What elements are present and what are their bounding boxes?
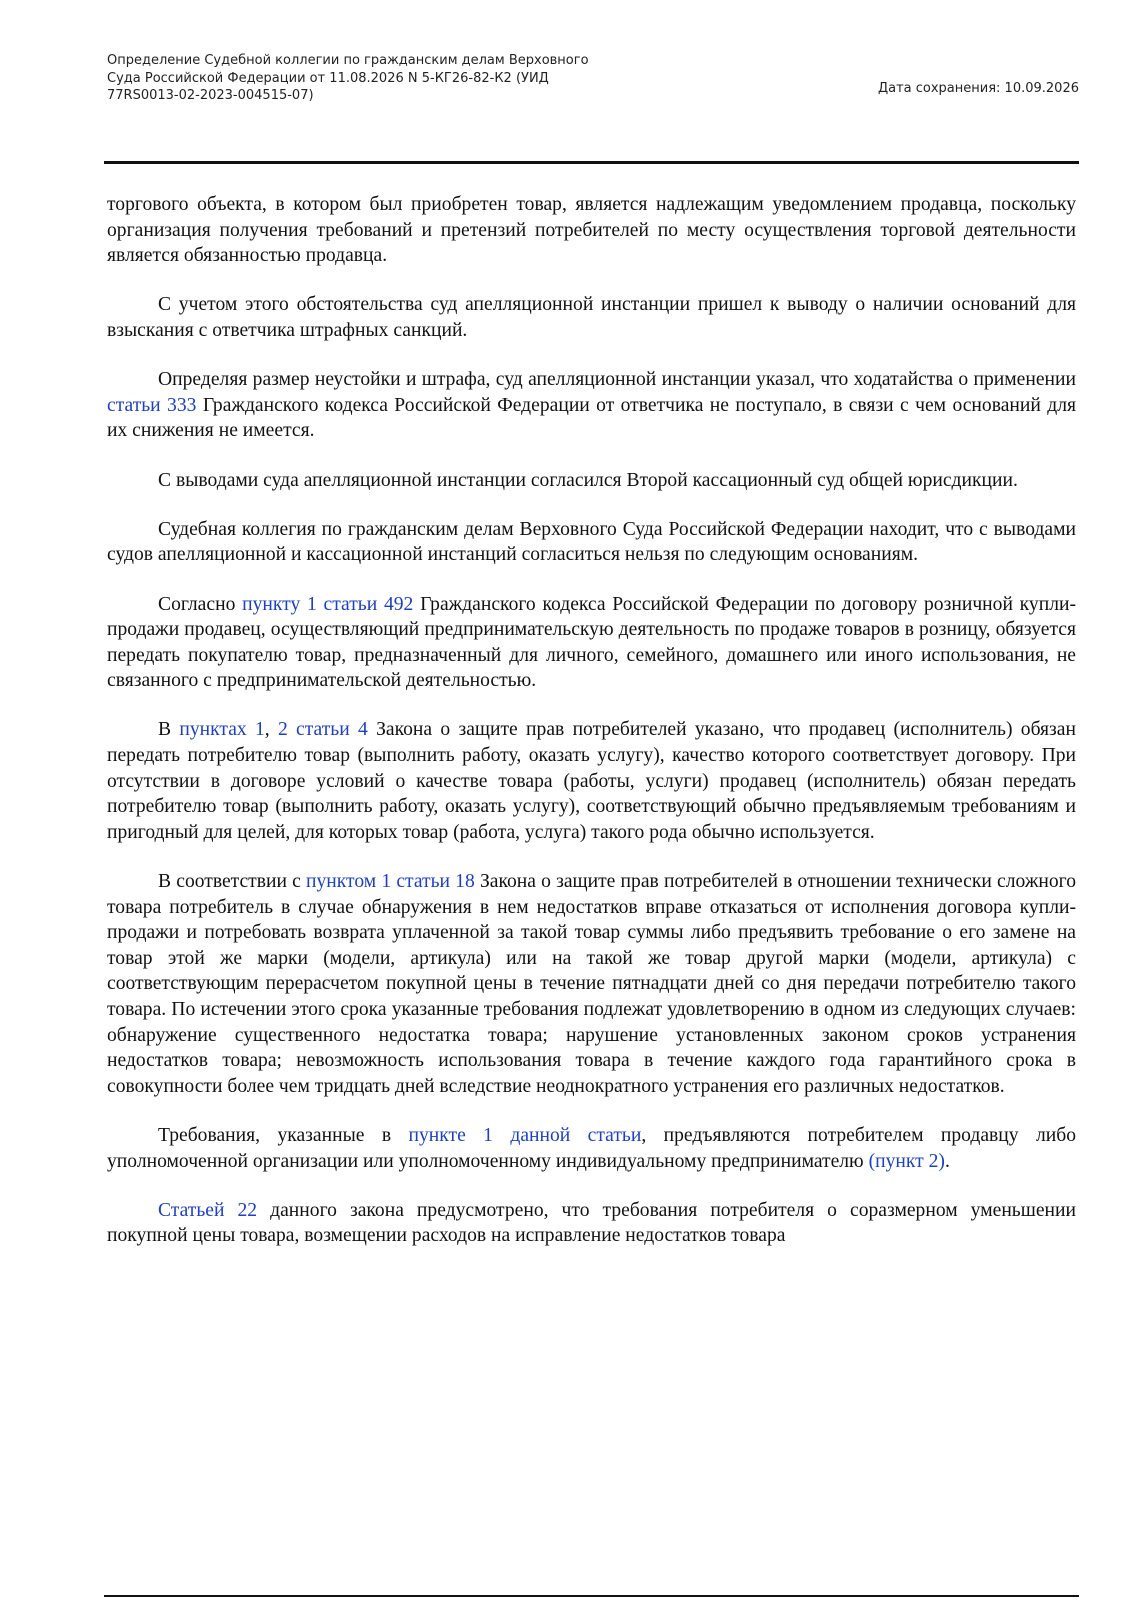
paragraph-text: данного закона предусмотрено, что требования потребителя о соразмерном уменьшении покупной цены товара, возмещении расходов на исправление недостатков товара [107, 1199, 1076, 1247]
paragraph-text: Закона о защите прав потребителей указано, что продавец (исполнитель) обязан передать потребителю товар (выполнить работу, оказать услугу), качество которого соответствует договору. При отсутствии в договоре условий о качестве товара (работы, услуги) продавец (исполнитель) обязан передать потребителю товар (выполнить работу, оказать услугу), соответствующий обычно предъявляемым требованиям и пригодный для целей, для которых товар (работа, услуга) такого рода обычно используется. [107, 719, 1076, 843]
legal-reference-link[interactable]: пунктом 1 статьи 18 [306, 871, 475, 893]
paragraph-text: , [264, 719, 278, 741]
legal-reference-link[interactable]: Статьей 22 [158, 1199, 258, 1221]
paragraph-text: Судебная коллегия по гражданским делам Верховного Суда Российской Федерации находит, что с выводами судов апелляционной и кассационной инстанций согласиться нельзя по следующим основаниям. [107, 518, 1076, 566]
document-body [107, 192, 1076, 1249]
save-date: Дата сохранения: 10.09.2026 [877, 81, 1079, 96]
paragraph [107, 717, 1076, 845]
document-title-line: 77RS0013-02-2023-004515-07) [107, 88, 314, 103]
paragraph-text: Закона о защите прав потребителей в отношении технически сложного товара потребитель в случае обнаружения в нем недостатков вправе отказаться от исполнения договора купли-продажи и потребовать возврата уплаченной за такой товар суммы либо предъявить требование о его замене на товар этой же марки (модели, артикула) или на такой же товар другой марки (модели, артикула) с соответствующим перерасчетом покупной цены в течение пятнадцати дней со дня передачи потребителю такого товара. По истечении этого срока указанные требования подлежат удовлетворению в одном из следующих случаев: обнаружение существенного недостатка товара; нарушение установленных законом сроков устранения недостатков товара; невозможность использования товара в течение каждого года гарантийного срока в совокупности более чем тридцать дней вследствие неоднократного устранения его различных недостатков. [107, 871, 1076, 1097]
document-header [107, 52, 1079, 110]
paragraph [107, 869, 1076, 1099]
paragraph-text: , предъявляются потребителем продавцу либо уполномоченной организации или уполномоченному индивидуальному предпринимателю [107, 1124, 1076, 1172]
paragraph-text: . [944, 1150, 950, 1172]
paragraph [107, 517, 1076, 568]
header-divider [104, 161, 1079, 164]
paragraph-text: В соответствии с [158, 871, 307, 893]
legal-reference-link[interactable]: пунктах 1 [179, 719, 265, 741]
legal-reference-link[interactable]: 2 статьи 4 [277, 719, 368, 741]
legal-reference-link[interactable]: статьи 333 [107, 394, 197, 416]
paragraph-text: С выводами суда апелляционной инстанции согласился Второй кассационный суд общей юрисдикции. [158, 469, 1018, 491]
footer-divider [104, 1595, 1079, 1597]
paragraph-text: С учетом этого обстоятельства суд апелляционной инстанции пришел к выводу о наличии оснований для взыскания с ответчика штрафных санкций. [107, 294, 1076, 341]
paragraph-text: Гражданского кодекса Российской Федерации от ответчика не поступало, в связи с чем оснований для их снижения не имеется. [107, 394, 1076, 442]
paragraph [107, 1198, 1076, 1249]
paragraph-text: торгового объекта, в котором был приобретен товар, является надлежащим уведомлением продавца, поскольку организация получения требований и претензий потребителей по месту осуществления торговой деятельности является обязанностью продавца. [107, 194, 1076, 267]
paragraph [107, 292, 1076, 343]
document-title-line: Определение Судебной коллегии по гражданским делам Верховного [107, 53, 589, 68]
paragraph-text: Согласно [158, 593, 243, 615]
legal-reference-link[interactable]: (пункт 2) [868, 1150, 945, 1172]
paragraph-text: В [158, 719, 180, 741]
paragraph [107, 468, 1076, 494]
paragraph [107, 592, 1076, 694]
paragraph [107, 1123, 1076, 1174]
document-title [107, 52, 627, 105]
document-title-line: Суда Российской Федерации от 11.08.2026 N 5-КГ26-82-К2 (УИД [107, 70, 549, 86]
legal-reference-link[interactable]: пункту 1 статьи 492 [242, 593, 414, 615]
paragraph [107, 192, 1076, 269]
legal-reference-link[interactable]: пункте 1 данной статьи [408, 1124, 642, 1146]
paragraph-text: Определяя размер неустойки и штрафа, суд апелляционной инстанции указал, что ходатайства о применении [158, 369, 1076, 391]
paragraph-text: Гражданского кодекса Российской Федерации по договору розничной купли-продажи продавец, осуществляющий предпринимательскую деятельность по продаже товаров в розницу, обязуется передать покупателю товар, предназначенный для личного, семейного, домашнего или иного использования, не связанного с предпринимательской деятельностью. [107, 593, 1076, 692]
paragraph [107, 367, 1076, 444]
paragraph-text: Требования, указанные в [158, 1124, 409, 1146]
